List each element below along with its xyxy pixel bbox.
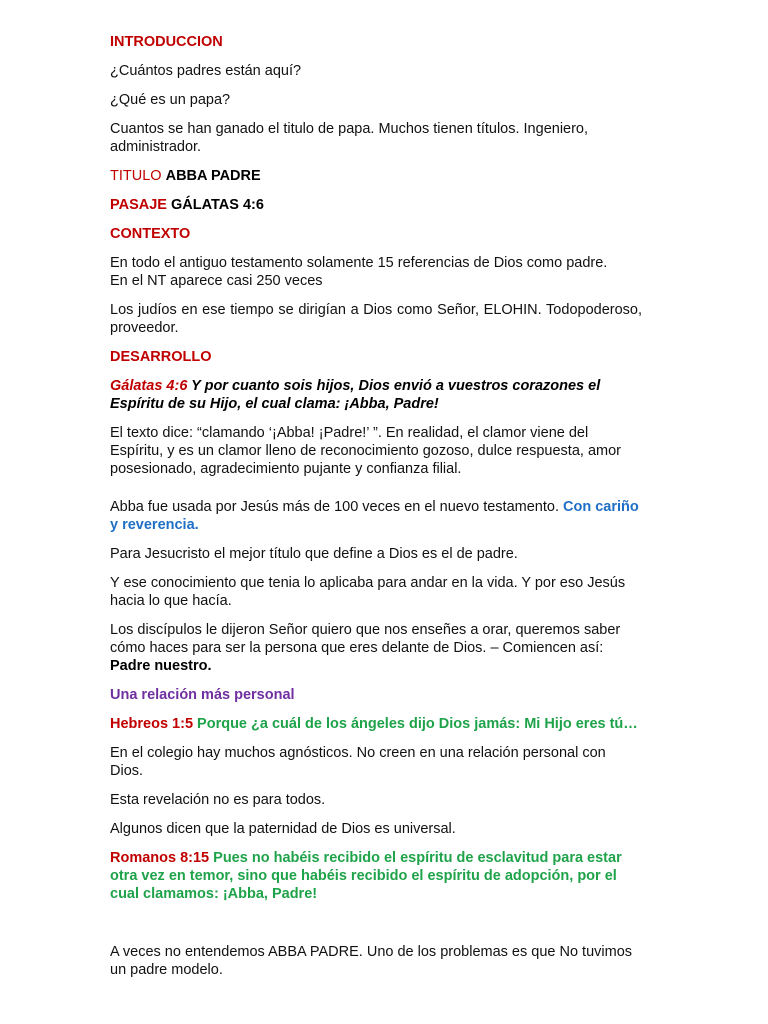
relacion-heading: Una relación más personal [110,687,295,703]
contexto-heading: CONTEXTO [110,226,191,242]
titulo-value: ABBA PADRE [165,168,261,184]
paragraph-jesucristo: Para Jesucristo el mejor título que define a Dios es el de padre. [110,546,518,562]
intro-heading: INTRODUCCION [110,34,223,50]
paragraph-discipulos-bold: Padre nuestro. [110,658,212,674]
verse-galatas-text: Y por cuanto sois hijos, Dios envió a vuestros corazones el Espíritu de su Hijo, el cual clama: ¡Abba, Padre! [110,378,601,412]
pasaje-label: PASAJE [110,197,167,213]
paragraph-judios: Los judíos en ese tiempo se dirigían a Dios como Señor, ELOHIN. Todopoderoso, proveedor. [110,302,642,336]
verse-romanos-ref: Romanos 8:15 [110,850,210,866]
verse-galatas-ref: Gálatas 4:6 [110,378,188,394]
paragraph-a-veces: A veces no entendemos ABBA PADRE. Uno de los problemas es que No tuvimos un padre modelo. [110,944,633,978]
verse-hebreos-text: Porque ¿a cuál de los ángeles dijo Dios jamás: Mi Hijo eres tú… [193,716,638,732]
titulo-line [110,167,642,185]
verse-romanos-text: Pues no habéis recibido el espíritu de esclavitud para estar otra vez en temor, sino que habéis recibido el espíritu de adopción, por el cual clamamos: ¡Abba, Padre! [110,850,622,902]
pasaje-value: GÁLATAS 4:6 [170,197,264,213]
verse-galatas [110,377,642,413]
question-padres: ¿Cuántos padres están aquí? [110,63,302,79]
pasaje-line [110,196,642,214]
paragraph-revelacion: Esta revelación no es para todos. [110,792,326,808]
question-papa: ¿Qué es un papa? [110,92,231,108]
paragraph-conocimiento: Y ese conocimiento que tenia lo aplicaba para andar en la vida. Y por eso Jesús hacia lo que hacía. [110,575,626,609]
document-page [110,33,642,979]
verse-hebreos-ref: Hebreos 1:5 [110,716,194,732]
desarrollo-heading: DESARROLLO [110,349,212,365]
paragraph-antiguo-testamento: En todo el antiguo testamento solamente 15 referencias de Dios como padre. [110,255,608,271]
paragraph-discipulos [110,621,642,675]
paragraph-nuevo-testamento: En el NT aparece casi 250 veces [110,273,323,289]
titulo-label: TITULO [110,168,162,184]
paragraph-abba [110,498,642,534]
paragraph-discipulos-text: Los discípulos le dijeron Señor quiero que nos enseñes a orar, queremos saber cómo haces para ser la persona que eres delante de Dios. – Comiencen así: [110,622,621,656]
verse-hebreos [110,715,642,733]
paragraph-abba-highlight: Con cariño y reverencia. [110,499,639,533]
paragraph-abba-text: Abba fue usada por Jesús más de 100 veces en el nuevo testamento. [110,499,564,515]
paragraph-algunos: Algunos dicen que la paternidad de Dios es universal. [110,821,456,837]
verse-romanos [110,849,642,903]
paragraph-texto-dice: El texto dice: “clamando ‘¡Abba! ¡Padre!’ ”. En realidad, el clamor viene del Espíritu, y es un clamor lleno de reconocimiento gozoso, dulce respuesta, amor posesionado, agradecimiento pujante y confianza filial. [110,425,621,477]
paragraph-colegio: En el colegio hay muchos agnósticos. No creen en una relación personal con Dios. [110,745,606,779]
paragraph-titles: Cuantos se han ganado el titulo de papa. Muchos tienen títulos. Ingeniero, administrador. [110,121,589,155]
